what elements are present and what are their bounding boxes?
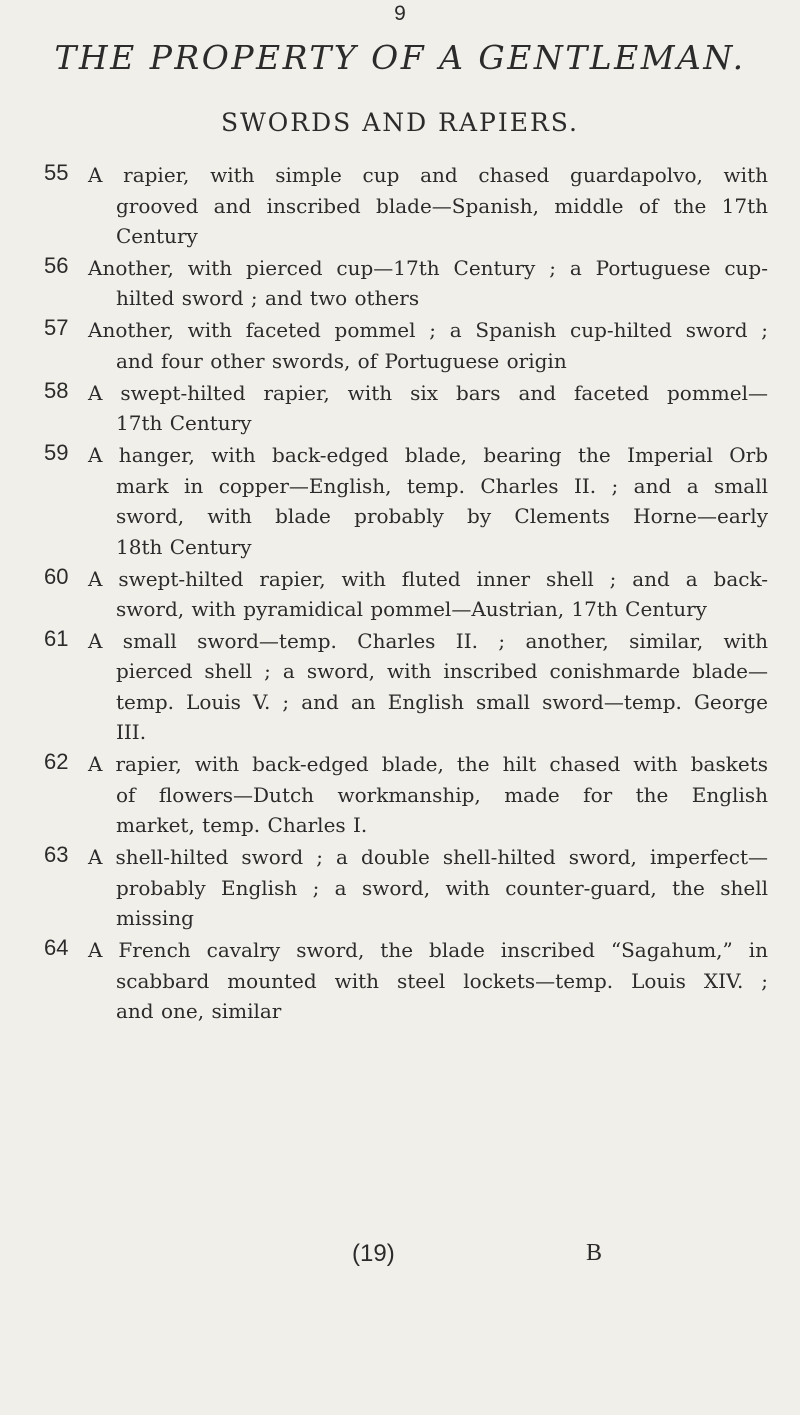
lot-description-line: sword, with pyramidical pommel—Austrian, 17th Century (116, 597, 707, 621)
lot-description-line: mark in copper—English, temp. Charles II. ; and a small (116, 473, 768, 498)
lot-number: 61 (44, 625, 69, 651)
lot-description-line: 17th Century (116, 411, 252, 436)
lot-number: 56 (44, 252, 69, 278)
lot-number: 55 (44, 160, 69, 185)
section-subheading: SWORDS AND RAPIERS. (220, 108, 579, 137)
lot-description-line: and four other swords, of Portuguese origin (116, 348, 567, 373)
lot-description-line: Another, with faceted pommel ; a Spanish cup-hilted sword ; (88, 318, 768, 343)
lot-description (88, 440, 768, 562)
lot-description-line: A swept-hilted rapier, with six bars and faceted pommel— (88, 380, 768, 405)
lot-description (88, 626, 768, 748)
lot-description (88, 935, 768, 1027)
lot-description-line: pierced shell ; a sword, with inscribed conishmarde blade— (116, 659, 768, 684)
lot-number: 60 (44, 563, 69, 589)
lot-description-line: A rapier, with back-edged blade, the hilt chased with baskets (88, 752, 768, 777)
lot-description-line: missing (116, 906, 194, 931)
lot-description-line: 18th Century (116, 534, 252, 559)
lot-description-line: A swept-hilted rapier, with fluted inner shell ; and a back- (88, 566, 768, 591)
lot-number: 64 (44, 935, 69, 961)
lot-number: 63 (44, 842, 69, 868)
page-number: 9 (394, 2, 406, 25)
lot-description (88, 842, 768, 934)
lot-number: 58 (44, 377, 69, 403)
page-heading: THE PROPERTY OF A GENTLEMAN. (54, 38, 746, 77)
lot-description-line: scabbard mounted with steel lockets—temp. Louis XIV. ; (116, 968, 768, 993)
lot-description (88, 160, 768, 252)
lot-description-line: sword, with blade probably by Clements Horne—early (116, 504, 768, 529)
lot-description (88, 253, 768, 314)
lot-number: 59 (44, 440, 69, 466)
signature-mark: B (586, 1240, 603, 1266)
lot-description (88, 749, 768, 841)
lot-description-line: probably English ; a sword, with counter-guard, the shell (116, 875, 768, 900)
lot-description (88, 315, 768, 376)
lot-description-line: A small sword—temp. Charles II. ; another, similar, with (88, 628, 768, 653)
lot-description-line: III. (116, 720, 147, 745)
lot-description (88, 564, 768, 625)
lot-description-line: temp. Louis V. ; and an English small sword—temp. George (116, 689, 768, 714)
lot-description-line: A hanger, with back-edged blade, bearing the Imperial Orb (88, 443, 768, 468)
lot-description-line: market, temp. Charles I. (116, 813, 368, 838)
lot-description-line: A shell-hilted sword ; a double shell-hilted sword, imperfect— (88, 845, 768, 870)
lot-number: 62 (44, 749, 69, 775)
lot-description (88, 378, 768, 439)
lot-number: 57 (44, 315, 69, 341)
lot-description-line: Century (116, 224, 198, 248)
lot-description-line: Another, with pierced cup—17th Century ; a Portuguese cup- (88, 255, 768, 280)
lot-description-line: of flowers—Dutch workmanship, made for the English (116, 782, 768, 807)
lot-description-line: grooved and inscribed blade—Spanish, middle of the 17th (116, 193, 768, 218)
sale-number: (19) (352, 1240, 395, 1267)
lot-description-line: A French cavalry sword, the blade inscribed “Sagahum,” in (88, 938, 768, 963)
lot-description-line: and one, similar (116, 999, 282, 1024)
lot-description-line: hilted sword ; and two others (116, 286, 420, 311)
lot-description-line: A rapier, with simple cup and chased guardapolvo, with (88, 163, 768, 187)
